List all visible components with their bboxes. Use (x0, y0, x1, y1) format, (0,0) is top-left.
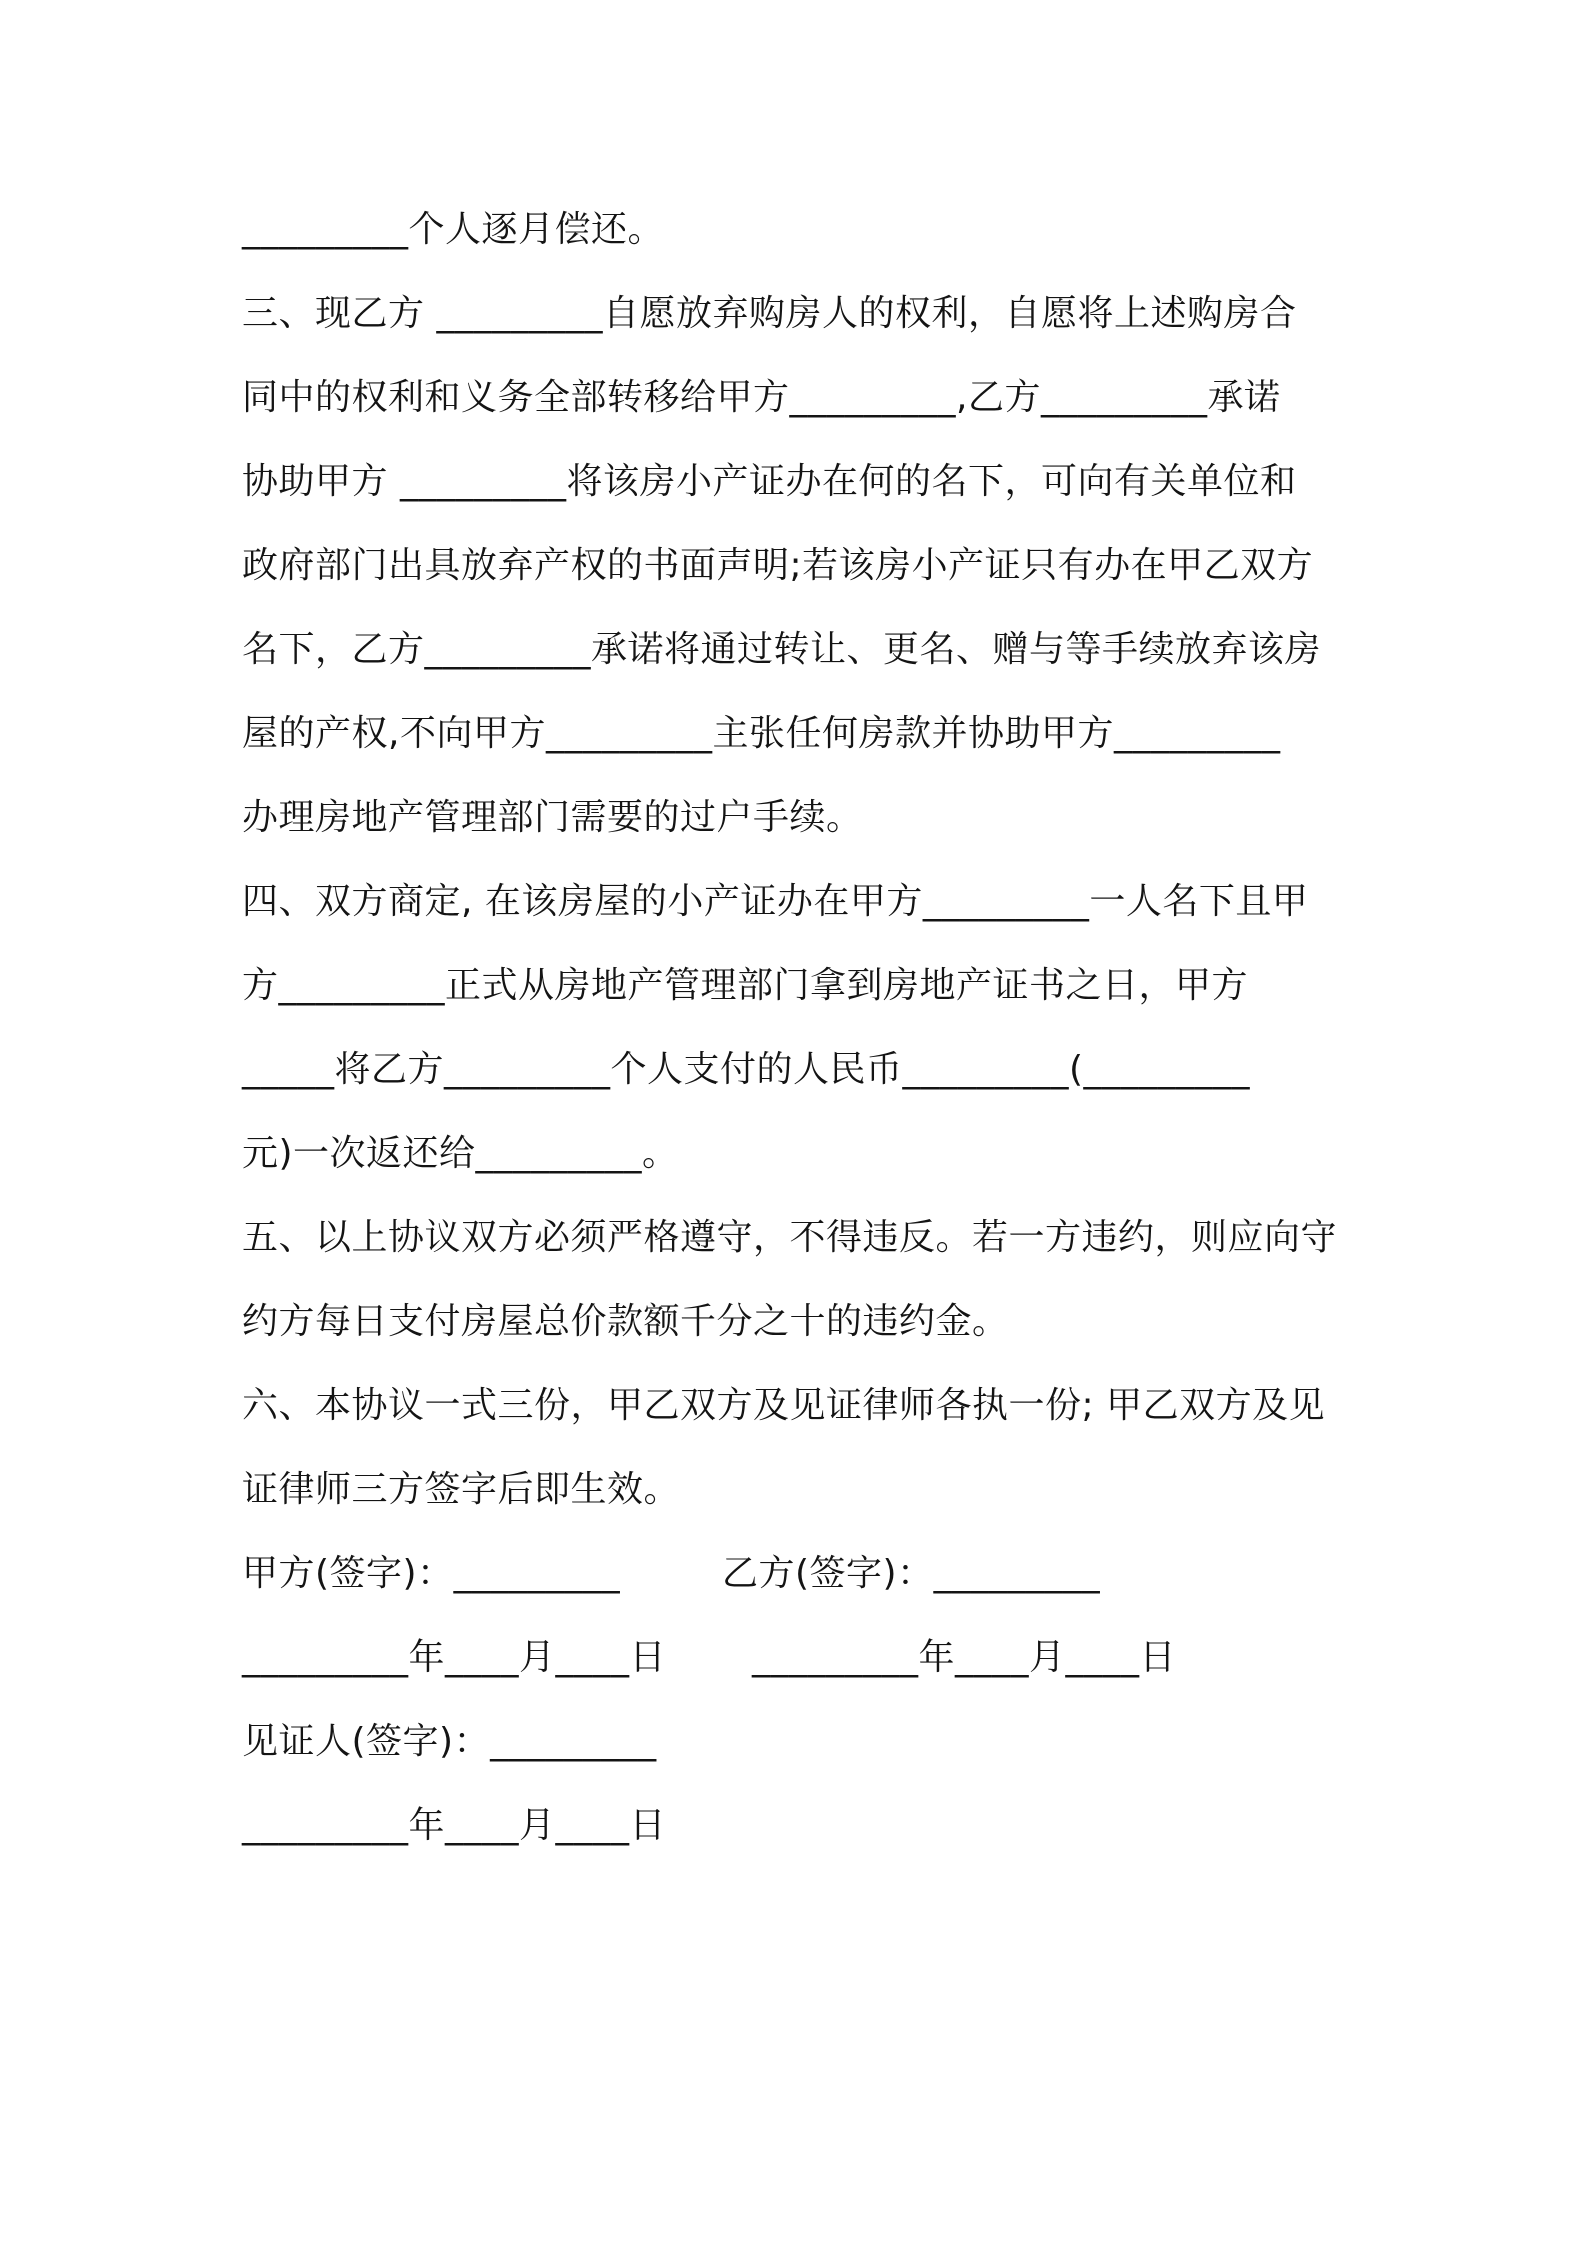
paragraph-line: 四、双方商定, 在该房屋的小产证办在甲方_________一人名下且甲 (242, 881, 1309, 922)
paragraph-line: 协助甲方 _________将该房小产证办在何的名下，可向有关单位和 (242, 461, 1297, 502)
paragraph-line: 六、本协议一式三份，甲乙双方及见证律师各执一份; 甲乙双方及见 (242, 1385, 1326, 1426)
paragraph-line: 名下，乙方_________承诺将通过转让、更名、赠与等手续放弃该房 (242, 629, 1322, 670)
party-b-signature: 乙方(签字)：_________ (722, 1553, 1101, 1594)
paragraph-line: 方_________正式从房地产管理部门拿到房地产证书之日，甲方 (242, 965, 1249, 1006)
paragraph-line: 约方每日支付房屋总价款额千分之十的违约金。 (242, 1301, 1009, 1342)
party-a-date: _________年____月____日 (242, 1637, 666, 1678)
paragraph-line: 办理房地产管理部门需要的过户手续。 (242, 797, 863, 838)
paragraph-line: 五、以上协议双方必须严格遵守，不得违反。若一方违约，则应向守 (242, 1217, 1338, 1258)
paragraph-line: 元)一次返还给_________。 (242, 1133, 679, 1174)
party-a-signature: 甲方(签字)：_________ (242, 1553, 621, 1594)
paragraph-line: 屋的产权,不向甲方_________主张任何房款并协助甲方_________ (242, 713, 1281, 754)
paragraph-line: _____将乙方_________个人支付的人民币_________(_________ (242, 1049, 1251, 1090)
paragraph-line: _________个人逐月偿还。 (242, 209, 665, 250)
paragraph-line: 证律师三方签字后即生效。 (242, 1469, 681, 1510)
party-b-date: _________年____月____日 (752, 1637, 1176, 1678)
paragraph-line: 三、现乙方 _________自愿放弃购房人的权利，自愿将上述购房合 (242, 293, 1297, 334)
paragraph-line: 政府部门出具放弃产权的书面声明;若该房小产证只有办在甲乙双方 (242, 545, 1314, 586)
witness-signature: 见证人(签字)：_________ (242, 1721, 657, 1762)
witness-date: _________年____月____日 (242, 1805, 666, 1846)
paragraph-line: 同中的权利和义务全部转移给甲方_________,乙方_________承诺 (242, 377, 1281, 418)
